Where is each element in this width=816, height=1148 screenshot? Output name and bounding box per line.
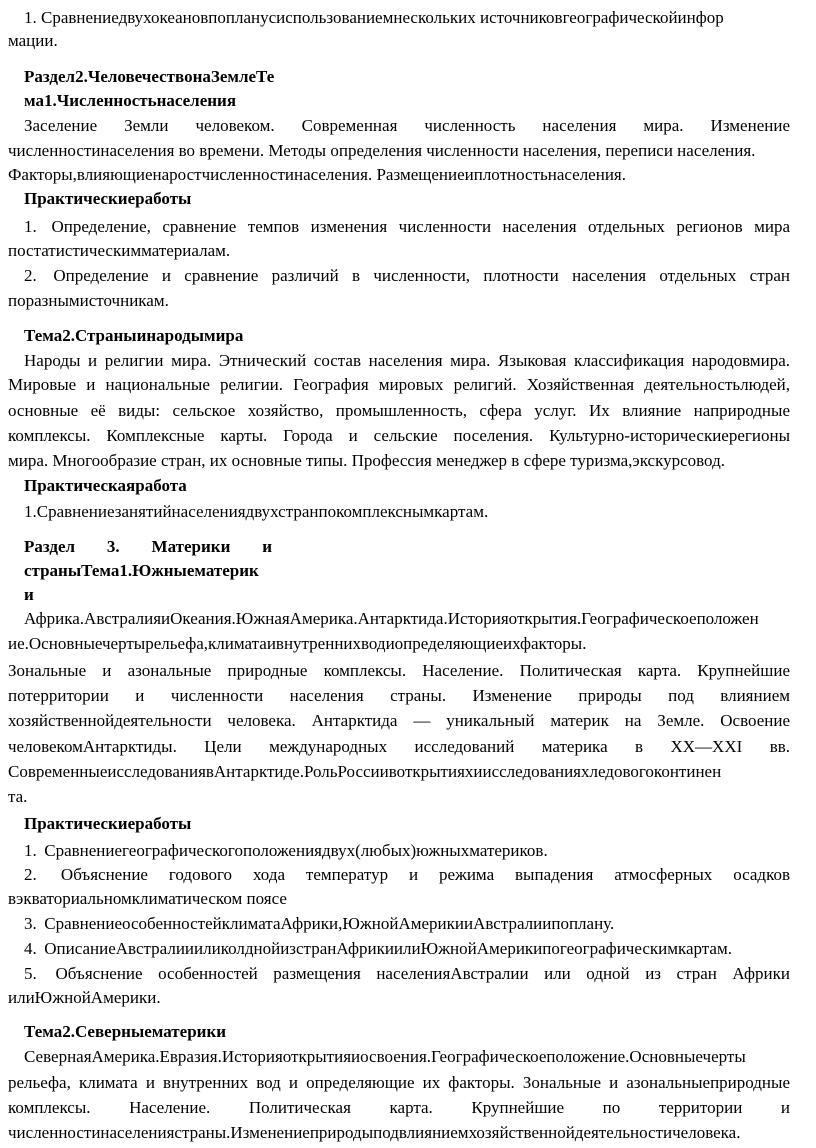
- section3-heading-line2: страныТема1.Южныематерик: [24, 561, 259, 580]
- section2-body-line: Заселение Земли человеком. Современная численность населения мира. Изменение: [24, 116, 790, 135]
- section3-body-line: Зональные и азональные природные комплексы. Население. Политическая карта. Крупнейшие: [8, 661, 790, 680]
- section2-practicals-heading: Практическиеработы: [24, 189, 192, 208]
- section3-practical-item: [24, 912, 790, 936]
- practical-text: СравнениеособенностейклиматаАфрики,ЮжнойАмерикииАвстралиипоплану.: [44, 914, 615, 933]
- section3-body-line: хозяйственнойдеятельности человека. Антарктида — уникальный материк на Земле. Освоение: [8, 711, 790, 730]
- topic2-north-body-line: численностинаселениястраны.Изменениеприродыподвлияниемхозяйственнойдеятельностичеловека.: [8, 1123, 741, 1142]
- practical-text: Сравнениегеографическогоположениядвух(любых)южныхматериков.: [44, 841, 548, 860]
- section3-body-line: Африка.АвстралияиОкеания.ЮжнаяАмерика.Антарктида.Историяоткрытия.Географическоеположен: [24, 609, 759, 628]
- section2-practical-item-cont: поразнымисточникам.: [8, 291, 169, 310]
- intro-item-line1: 1. Сравнениедвухокеановпопланусиспользованиемнескольких источниковгеографическойинфор: [24, 8, 724, 27]
- section3-body-line: ие.Основныечертырельефа,климатаивнутреннихводиопределяющиеихфакторы.: [8, 634, 587, 653]
- section3-body-line: человекомАнтарктиды. Цели международных исследований материка в XX—XXI вв.: [8, 737, 790, 756]
- practical-number: 3.: [24, 914, 37, 933]
- topic2-north-body-line: комплексы. Население. Политическая карта. Крупнейшие по территории и: [8, 1098, 790, 1117]
- practical-text: Объяснение годового хода температур и режима выпадения атмосферных осадков: [60, 865, 790, 884]
- topic2-body-line: основные её виды: сельское хозяйство, промышленность, сфера услуг. Их влияние наприродные: [8, 401, 790, 420]
- section3-heading-line1: Раздел 3. Материки и: [24, 537, 272, 556]
- section3-heading-line3: и: [24, 585, 34, 604]
- practical-number: 2.: [24, 865, 37, 884]
- intro-item-line2: мации.: [8, 31, 58, 50]
- topic2-body-line: Народы и религии мира. Этнический состав населения мира. Языковая классификация народовмира.: [24, 351, 790, 370]
- practical-text: Определение, сравнение темпов изменения численности населения отдельных регионов мира: [51, 217, 790, 236]
- section3-body-line: потерритории и численности населения страны. Изменение природы под влиянием: [8, 686, 790, 705]
- section3-practicals-heading: Практическиеработы: [24, 814, 192, 833]
- topic2-north-heading: Тема2.Северныематерики: [24, 1022, 227, 1041]
- topic2-body-line: мира. Многообразие стран, их основные типы. Профессия менеджер в сфере туризма,экскурсовод.: [8, 451, 725, 470]
- section3-body-line: СовременныеисследованиявАнтарктиде.РольРоссиивоткрытияхиисследованияхледовогоконтинен: [8, 762, 722, 781]
- topic2-practical-heading: Практическаяработа: [24, 476, 187, 495]
- section3-practical-item: [24, 962, 790, 986]
- section3-practical-item: [24, 839, 790, 863]
- practical-number: 2.: [24, 266, 37, 285]
- section2-practical-item: [24, 264, 790, 288]
- section3-practical-item: [24, 863, 790, 887]
- section2-practical-item: [24, 215, 790, 239]
- section3-practical-item-cont: илиЮжнойАмерики.: [8, 988, 161, 1007]
- topic2-north-body-line: рельефа, климата и внутренних вод и определяющие их факторы. Зональные и азональныеприродные: [8, 1073, 790, 1092]
- topic2-north-body-line: СевернаяАмерика.Евразия.Историяоткрытияиосвоения.Географическоеположение.Основныечерты: [24, 1047, 746, 1066]
- topic2-body-line: Мировые и национальные религии. География мировых религий. Хозяйственная деятельностьлюдей,: [8, 375, 790, 394]
- practical-number: 5.: [24, 964, 37, 983]
- section3-body-line: та.: [8, 787, 28, 806]
- practical-text: ОписаниеАвстралиииликолднойизстранАфрикиилиЮжнойАмерикипогеографическимкартам.: [44, 939, 732, 958]
- practical-number: 1.: [24, 217, 37, 236]
- section2-heading-line2: ма1.Численностьнаселения: [24, 91, 237, 110]
- practical-text: Объяснение особенностей размещения населенияАвстралии или одной из стран Африки: [55, 964, 790, 983]
- section3-practical-item: [24, 937, 790, 961]
- section2-body-line: Факторы,влияющиенаростчисленностинаселения. Размещениеиплотностьнаселения.: [8, 165, 626, 184]
- section2-body-line: численностинаселения во времени. Методы определения численности населения, переписи населения.: [8, 141, 756, 160]
- section2-heading-line1: Раздел2.ЧеловечествонаЗемлеТе: [24, 67, 275, 86]
- topic2-heading: Тема2.Страныинародымира: [24, 326, 244, 345]
- practical-number: 4.: [24, 939, 37, 958]
- topic2-practical-item: 1.Сравнениезанятийнаселениядвухстранпокомплекснымкартам.: [24, 502, 489, 521]
- topic2-body-line: комплексы. Комплексные карты. Города и сельские поселения. Культурно-историческиерегионы: [8, 426, 790, 445]
- practical-text: Определение и сравнение различий в численности, плотности населения отдельных стран: [53, 266, 790, 285]
- practical-number: 1.: [24, 841, 37, 860]
- section3-practical-item-cont: вэкваториальномклиматическом поясе: [8, 889, 287, 908]
- section2-practical-item-cont: постатистическимматериалам.: [8, 241, 231, 260]
